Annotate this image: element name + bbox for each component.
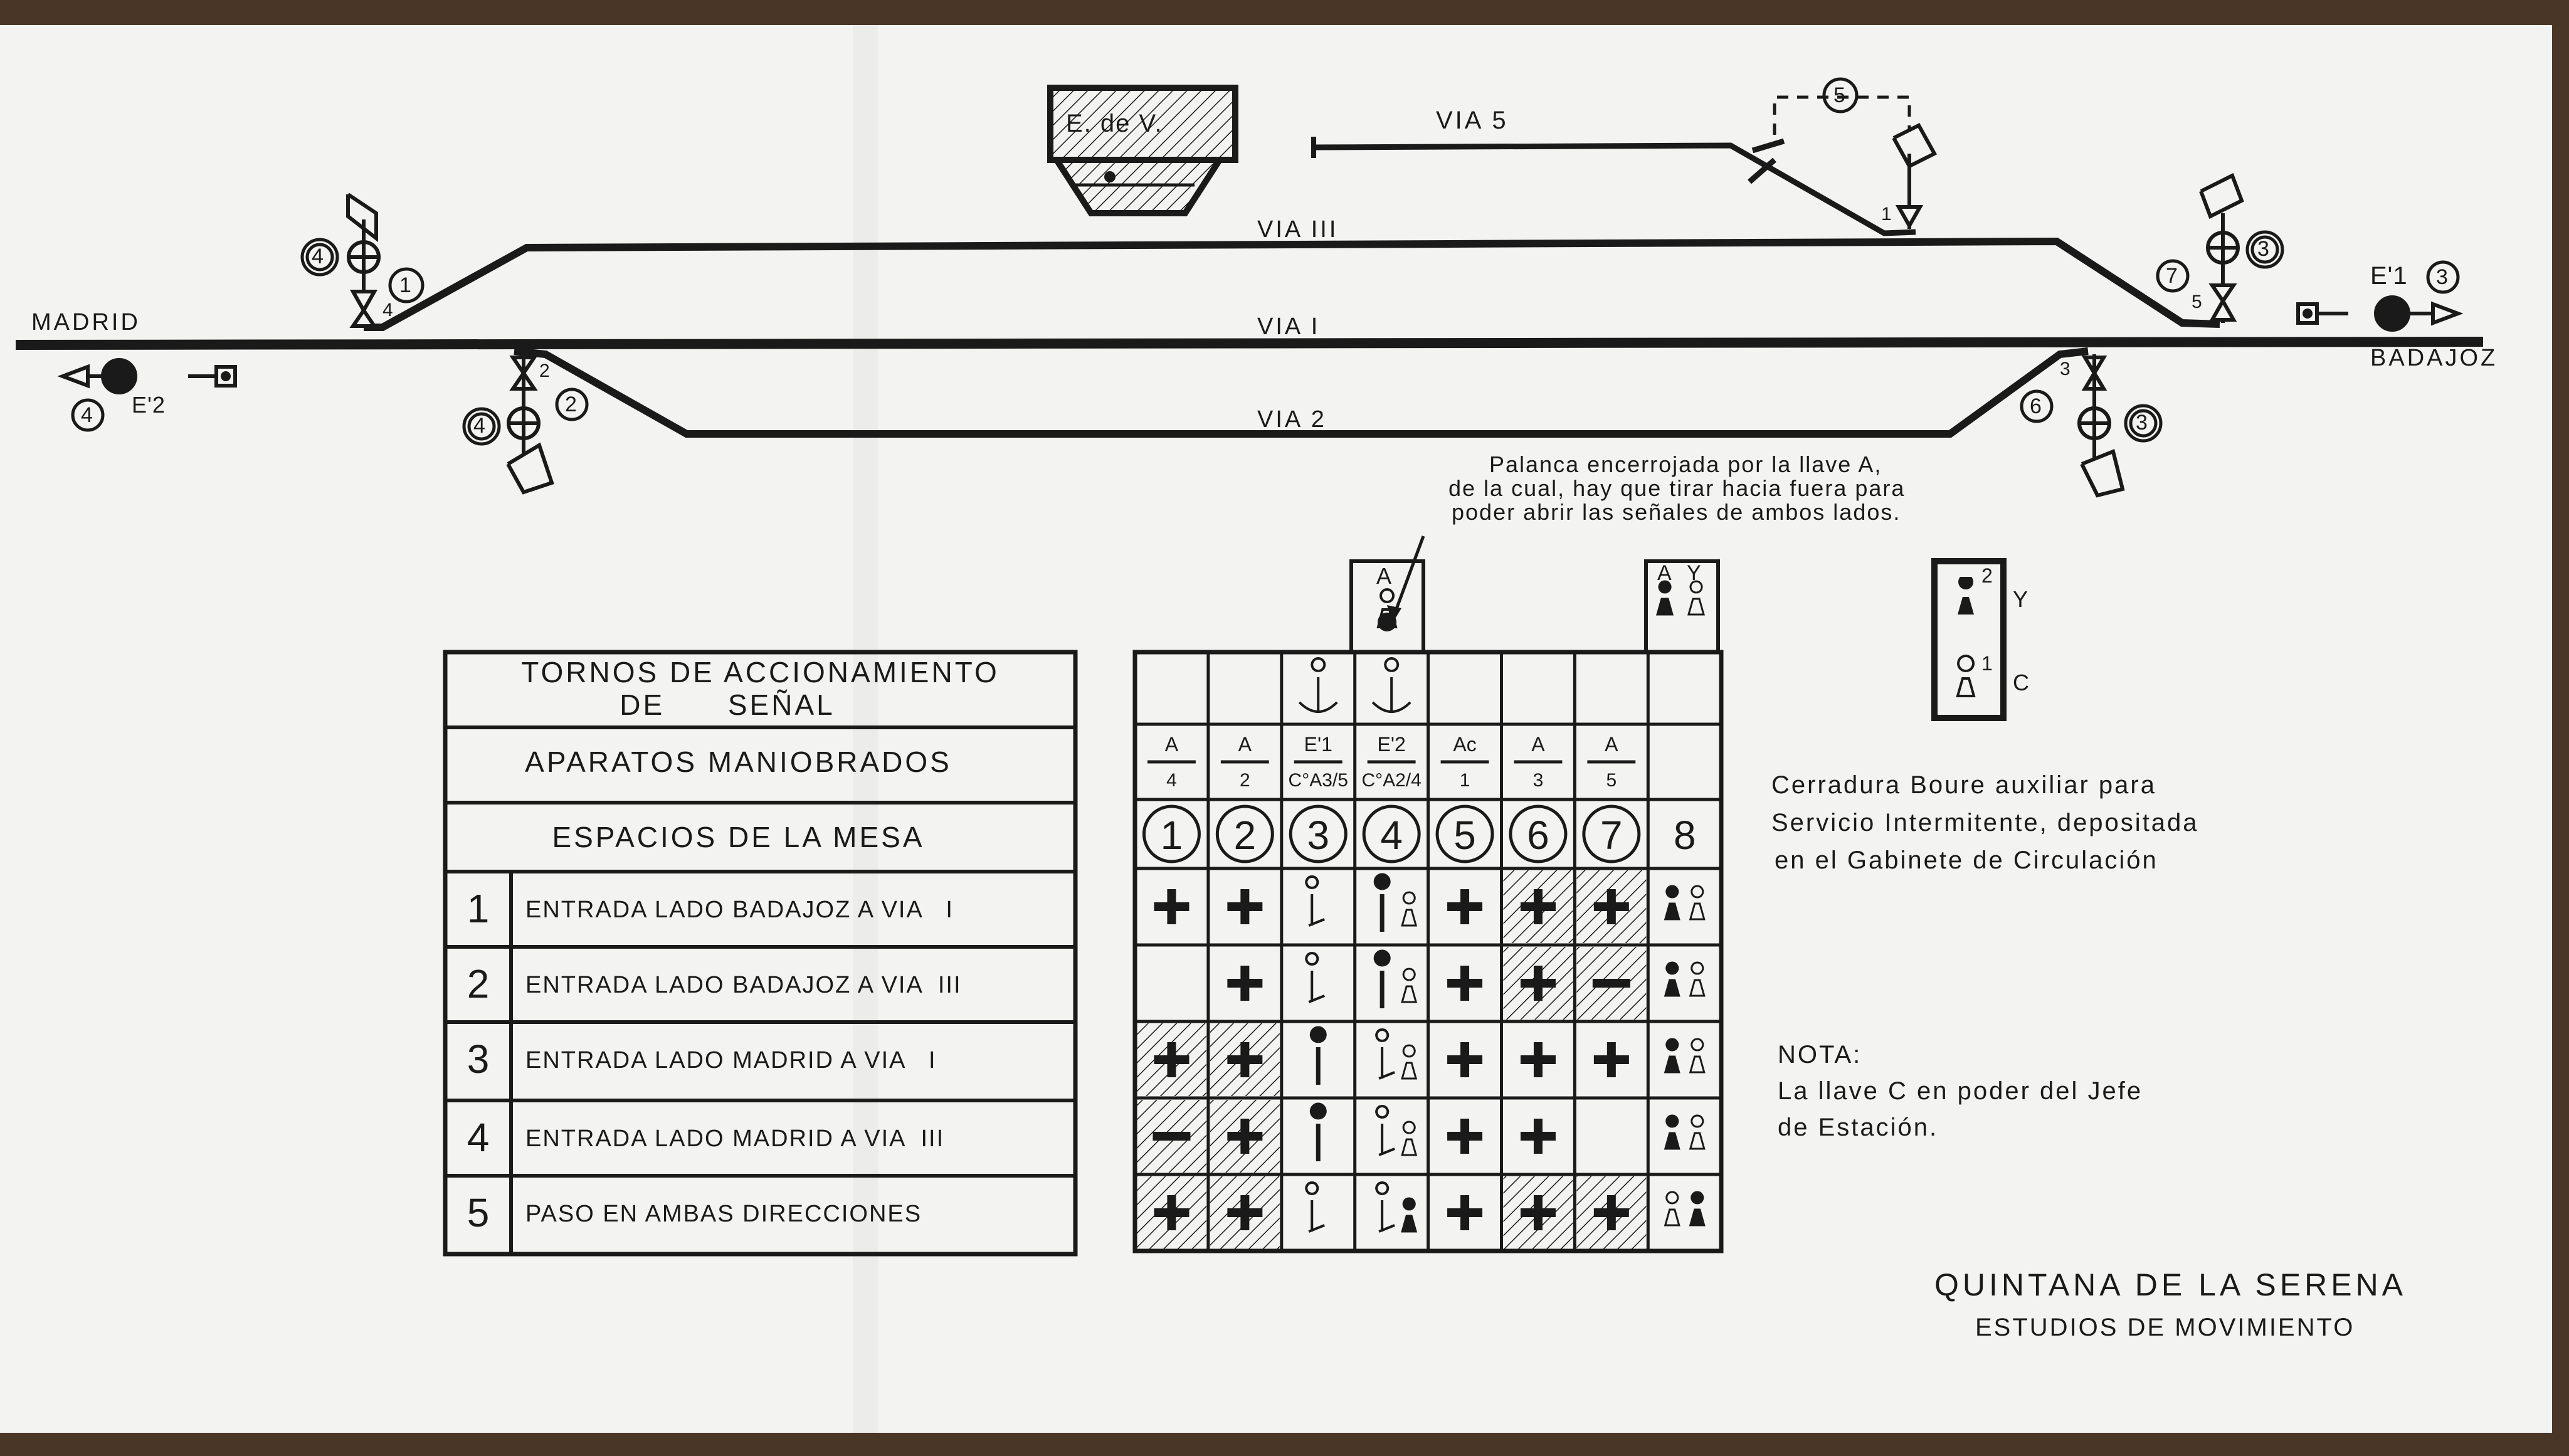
small-num: 3 bbox=[2060, 359, 2070, 379]
boure-keys bbox=[1944, 577, 1994, 702]
track-label-via-1: VIA I bbox=[1257, 314, 1321, 340]
space-number: 4 bbox=[1380, 813, 1403, 858]
footer-subtitle: ESTUDIOS DE MOVIMIENTO bbox=[1975, 1314, 2355, 1341]
boure-text: Servicio Intermitente, depositada bbox=[1771, 809, 2199, 836]
signal-e2-label: E'2 bbox=[132, 392, 166, 418]
station-madrid: MADRID bbox=[31, 309, 140, 335]
circled-num: 7 bbox=[2166, 264, 2178, 288]
nota-line: La llave C en poder del Jefe bbox=[1778, 1077, 2143, 1105]
building-label: E. de V. bbox=[1066, 110, 1163, 137]
space-number: 3 bbox=[1307, 813, 1330, 858]
row-number: 1 bbox=[467, 886, 490, 931]
circled-num: 4 bbox=[312, 245, 324, 268]
space-number: 6 bbox=[1527, 813, 1549, 858]
left-table-title: TORNOS DE ACCIONAMIENTO bbox=[521, 656, 1000, 688]
key-a-label: A bbox=[1376, 563, 1395, 589]
row-number: 4 bbox=[467, 1115, 490, 1160]
row-label: ENTRADA LADO MADRID A VIA I bbox=[525, 1047, 937, 1074]
aparatos-header: APARATOS MANIOBRADOS bbox=[525, 746, 952, 778]
apparatus-bottom bbox=[1647, 769, 1722, 793]
track-via-1 bbox=[16, 342, 2483, 345]
circled-num: 3 bbox=[2257, 237, 2269, 261]
track-label-via-5: VIA 5 bbox=[1436, 107, 1509, 134]
small-num: 1 bbox=[1881, 204, 1892, 224]
apparatus-bottom: C°A2/4 bbox=[1361, 770, 1422, 791]
circled-num: 4 bbox=[81, 403, 93, 427]
station-badajoz: BADAJOZ bbox=[2370, 345, 2498, 371]
row-label: PASO EN AMBAS DIRECCIONES bbox=[525, 1201, 922, 1227]
apparatus-bottom: 1 bbox=[1459, 770, 1470, 791]
circled-num: 1 bbox=[399, 273, 411, 297]
apparatus-bottom: 2 bbox=[1240, 770, 1250, 791]
key-a-label-top: A bbox=[1657, 561, 1674, 585]
apparatus-bottom: 3 bbox=[1532, 770, 1544, 791]
apparatus-top: E'1 bbox=[1304, 732, 1332, 756]
row-label: ENTRADA LADO MADRID A VIA III bbox=[525, 1126, 945, 1152]
apparatus-top: Ac bbox=[1453, 732, 1477, 756]
apparatus-top: A bbox=[1238, 732, 1252, 756]
track-label-via-2: VIA 2 bbox=[1257, 406, 1327, 433]
apparatus-top: A bbox=[1531, 732, 1545, 756]
signal-e1-label: E'1 bbox=[2370, 262, 2408, 290]
lever-note-line: poder abrir las señales de ambos lados. bbox=[1452, 499, 1901, 525]
boure-num-2: 2 bbox=[1981, 564, 1993, 587]
boure-y: Y bbox=[2013, 586, 2031, 612]
circled-num: 6 bbox=[2030, 394, 2042, 418]
row-number: 3 bbox=[467, 1037, 490, 1082]
circled-num: 5 bbox=[1833, 83, 1845, 107]
apparatus-bottom: 4 bbox=[1166, 770, 1177, 791]
boure-num-1: 1 bbox=[1981, 652, 1993, 675]
apparatus-top: A bbox=[1605, 732, 1618, 756]
nota-line: de Estación. bbox=[1778, 1114, 1939, 1141]
circled-num: 3 bbox=[2136, 411, 2148, 435]
espacios-header: ESPACIOS DE LA MESA bbox=[552, 821, 925, 853]
nota-title: NOTA: bbox=[1778, 1041, 1862, 1068]
row-label: ENTRADA LADO BADAJOZ A VIA III bbox=[525, 972, 962, 998]
circled-num: 4 bbox=[473, 414, 485, 438]
small-num: 4 bbox=[382, 300, 393, 320]
space-number: 5 bbox=[1453, 813, 1476, 858]
space-number: 1 bbox=[1160, 813, 1183, 858]
circled-num: 2 bbox=[565, 393, 577, 416]
circled-num: 3 bbox=[2436, 265, 2448, 289]
boure-c: C bbox=[2013, 670, 2032, 695]
boure-text: Cerradura Boure auxiliar para bbox=[1771, 771, 2156, 799]
space-number: 2 bbox=[1233, 813, 1257, 858]
space-number: 7 bbox=[1600, 813, 1623, 858]
track-label-via-3: VIA III bbox=[1257, 216, 1339, 243]
lever-note-line: de la cual, hay que tirar hacia fuera para bbox=[1448, 475, 1906, 501]
apparatus-top: A bbox=[1164, 732, 1179, 756]
footer-title: QUINTANA DE LA SERENA bbox=[1934, 1267, 2407, 1302]
apparatus-bottom: C°A3/5 bbox=[1288, 770, 1348, 791]
space-number: 8 bbox=[1673, 813, 1696, 858]
apparatus-bottom: 5 bbox=[1606, 770, 1617, 791]
small-num: 5 bbox=[2192, 292, 2202, 312]
apparatus-top bbox=[1647, 732, 1722, 757]
boure-text: en el Gabinete de Circulación bbox=[1775, 847, 2158, 874]
row-label: ENTRADA LADO BADAJOZ A VIA I bbox=[525, 897, 954, 923]
left-table-title-2: DE SEÑAL bbox=[620, 688, 835, 721]
lever-note-line: Palanca encerrojada por la llave A, bbox=[1489, 451, 1882, 477]
key-knob-icon bbox=[1379, 614, 1395, 630]
key-y-label-top: Y bbox=[1687, 561, 1704, 585]
row-number: 2 bbox=[467, 961, 490, 1006]
apparatus-top: E'2 bbox=[1377, 732, 1406, 756]
small-num: 2 bbox=[539, 361, 550, 381]
row-number: 5 bbox=[467, 1190, 490, 1235]
